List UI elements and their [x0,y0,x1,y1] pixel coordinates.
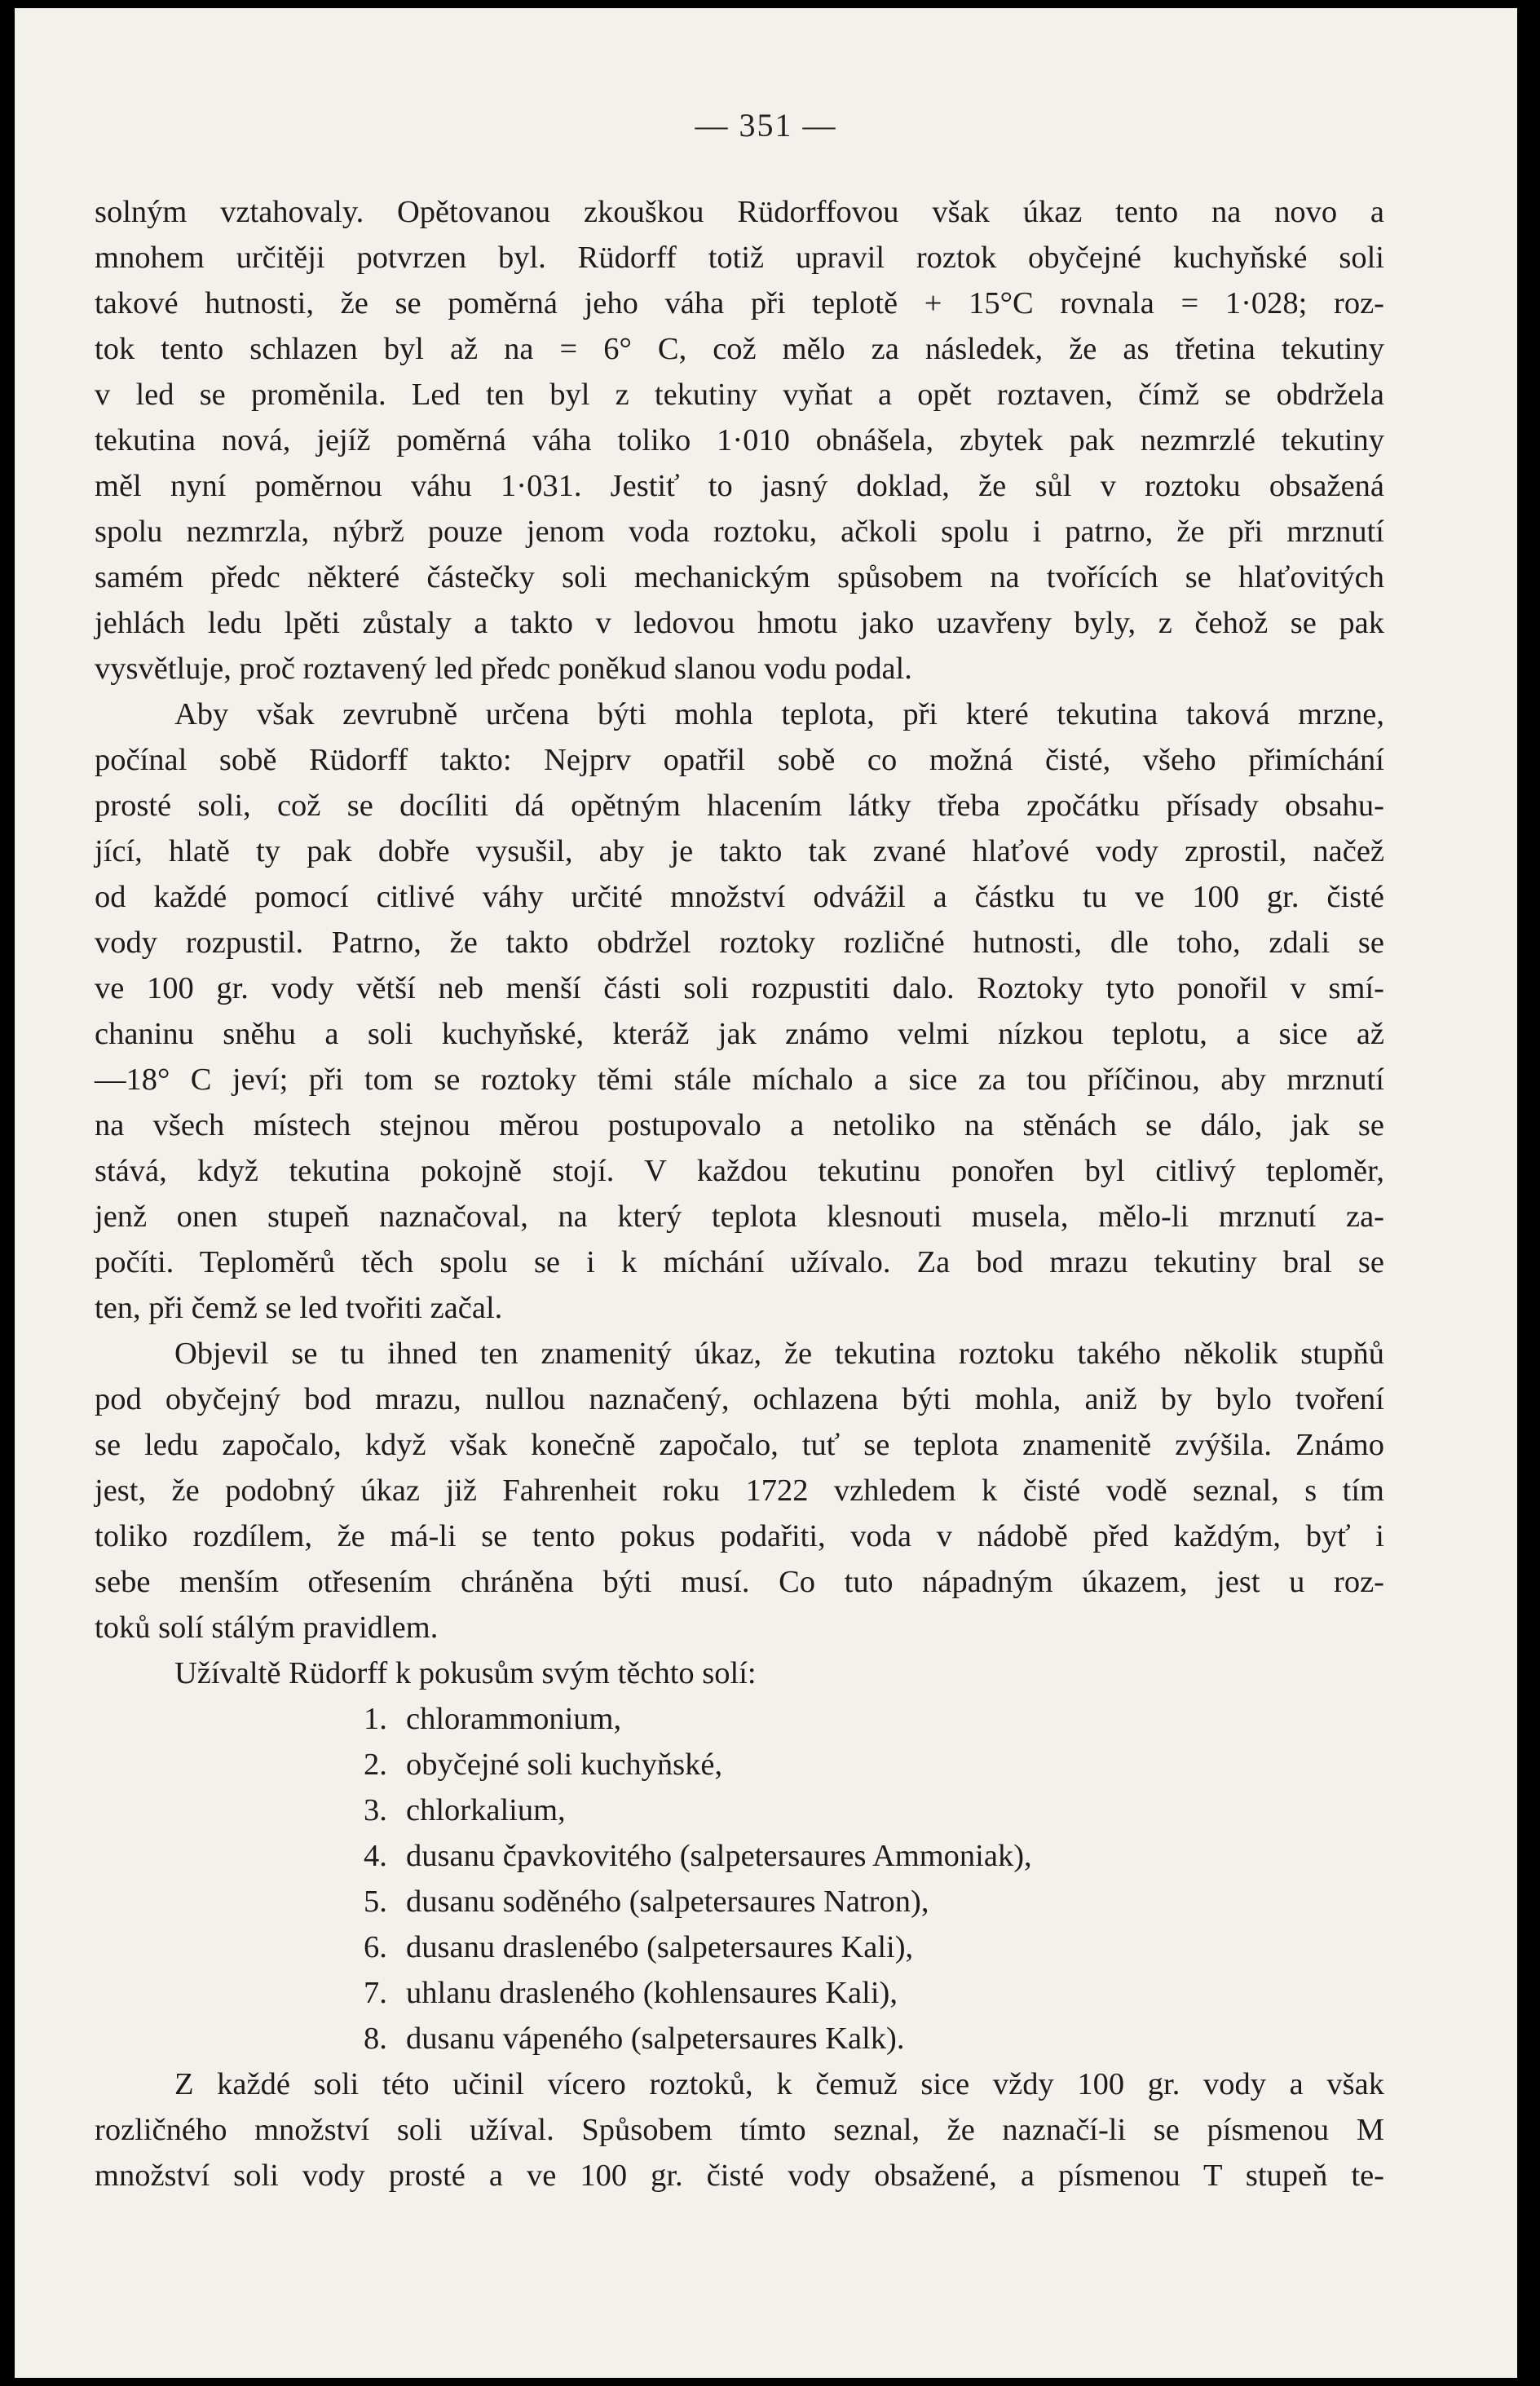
text-line: Objevil se tu ihned ten znamenitý úkaz, že tekutina roztoku takého několik stupňů [174,1337,1384,1371]
list-item-text: uhlanu drasleného (kohlensaures Kali), [406,1976,898,2010]
paragraph-1 [95,189,1384,691]
text-line: sebe menším otřesením chráněna býti musí. Co tuto nápadným úkazem, jest u roz- [95,1565,1384,1599]
text-line: toků solí stálým pravidlem. [95,1611,439,1645]
list-item-text: chlorammonium, [406,1702,622,1736]
list-item-number: 2. [364,1748,387,1782]
text-line: počíti. Teploměrů těch spolu se i k míchání užívalo. Za bod mrazu tekutiny bral se [95,1245,1384,1279]
list-item-number: 3. [364,1793,387,1827]
text-line: vody rozpustil. Patrno, že takto obdržel roztoky rozličné hutnosti, dle toho, zdali se [95,926,1384,960]
salt-list [95,1696,1384,2061]
text-line: solným vztahovaly. Opětovanou zkouškou Rüdorffovou však úkaz tento na novo a [95,195,1384,229]
text-line: od každé pomocí citlivé váhy určité množství odvážil a částku tu ve 100 gr. čisté [95,880,1384,914]
list-item-text: dusanu čpavkovitého (salpetersaures Ammoniak), [406,1839,1032,1873]
text-line: —18° C jeví; při tom se roztoky těmi stále míchalo a sice za tou příčinou, aby mrznutí [95,1063,1384,1097]
list-item-text: dusanu vápeného (salpetersaures Kalk). [406,2021,905,2056]
text-line: tok tento schlazen byl až na = 6° C, což mělo za následek, že as třetina tekutiny [95,332,1384,366]
list-item [95,1696,1384,1742]
text-line: toliko rozdílem, že má-li se tento pokus podařiti, voda v nádobě před každým, byť i [95,1519,1384,1553]
list-item-text: dusanu draslenébo (salpetersaures Kali), [406,1930,914,1964]
text-line: prosté soli, což se docíliti dá opětným hlacením látky třeba zpočátku přísady obsahu- [95,789,1384,823]
text-line: jehlách ledu lpěti zůstaly a takto v ledovou hmotu jako uzavřeny byly, z čehož se pak [95,606,1384,640]
list-item-text: obyčejné soli kuchyňské, [406,1748,723,1782]
text-line: vysvětluje, proč roztavený led předc poněkud slanou vodu podal. [95,652,912,686]
list-item-number: 6. [364,1930,387,1964]
text-line: chaninu sněhu a soli kuchyňské, kteráž jak známo velmi nízkou teplotu, a sice až [95,1017,1384,1051]
text-line: jenž onen stupeň naznačoval, na který teplota klesnouti musela, mělo-li mrznutí za- [95,1200,1384,1234]
text-line: množství soli vody prosté a ve 100 gr. čisté vody obsažené, a písmenou T stupeň te- [95,2158,1384,2193]
text-line: Aby však zevrubně určena býti mohla teplota, při které tekutina taková mrzne, [174,697,1384,731]
page-number: — 351 — [695,107,837,144]
paragraph-3 [95,1331,1384,1650]
list-item-number: 1. [364,1702,387,1736]
text-line: Z každé soli této učinil vícero roztoků, k čemuž sice vždy 100 gr. vody a však [174,2067,1384,2101]
list-item [95,2016,1384,2061]
text-line: ve 100 gr. vody větší neb menší části soli rozpustiti dalo. Roztoky tyto ponořil v smí- [95,971,1384,1005]
list-item [95,1742,1384,1787]
list-item [95,1924,1384,1970]
text-line: na všech místech stejnou měrou postupovalo a netoliko na stěnách se dálo, jak se [95,1108,1384,1142]
text-line: v led se proměnila. Led ten byl z tekutiny vyňat a opět roztaven, čímž se obdržela [95,378,1384,412]
list-intro: Užívaltě Rüdorff k pokusům svým těchto solí: [174,1656,757,1690]
paragraph-4 [95,2061,1384,2198]
text-line: jící, hlatě ty pak dobře vysušil, aby je takto tak zvané hlaťové vody zprostil, načež [95,834,1384,868]
text-line: tekutina nová, jejíž poměrná váha toliko 1·010 obnášela, zbytek pak nezmrzlé tekutiny [95,423,1384,457]
list-item-number: 4. [364,1839,387,1873]
list-item-number: 5. [364,1884,387,1919]
text-line: jest, že podobný úkaz již Fahrenheit roku 1722 vzhledem k čisté vodě seznal, s tím [95,1474,1384,1508]
text-line: počínal sobě Rüdorff takto: Nejprv opatřil sobě co možná čisté, všeho přimíchání [95,743,1384,777]
text-line: spolu nezmrzla, nýbrž pouze jenom voda roztoku, ačkoli spolu i patrno, že při mrznutí [95,515,1384,549]
text-line: pod obyčejný bod mrazu, nullou naznačený, ochlazena býti mohla, aniž by bylo tvoření [95,1382,1384,1416]
list-item-number: 7. [364,1976,387,2010]
text-line: stává, když tekutina pokojně stojí. V každou tekutinu ponořen byl citlivý teploměr, [95,1154,1384,1188]
book-page [15,8,1517,2378]
text-line: rozličného množství soli užíval. Spůsobem tímto seznal, že naznačí-li se písmenou M [95,2113,1384,2147]
text-line: se ledu započalo, když však konečně započalo, tuť se teplota znamenitě zvýšila. Známo [95,1428,1384,1462]
list-item [95,1833,1384,1879]
paragraph-2 [95,691,1384,1331]
list-item [95,1970,1384,2016]
list-item [95,1787,1384,1833]
text-line: ten, při čemž se led tvořiti začal. [95,1291,503,1325]
text-line: mnohem určitěji potvrzen byl. Rüdorff totiž upravil roztok obyčejné kuchyňské soli [95,241,1384,275]
list-item-text: chlorkalium, [406,1793,566,1827]
body-text [95,189,1384,2198]
list-item-number: 8. [364,2021,387,2056]
text-line: samém předc některé částečky soli mechanickým spůsobem na tvořících se hlaťovitých [95,560,1384,594]
text-line: měl nyní poměrnou váhu 1·031. Jestiť to jasný doklad, že sůl v roztoku obsažená [95,469,1384,503]
text-line: takové hutnosti, že se poměrná jeho váha při teplotě + 15°C rovnala = 1·028; roz- [95,286,1384,320]
list-item-text: dusanu soděného (salpetersaures Natron), [406,1884,929,1919]
list-item [95,1879,1384,1924]
